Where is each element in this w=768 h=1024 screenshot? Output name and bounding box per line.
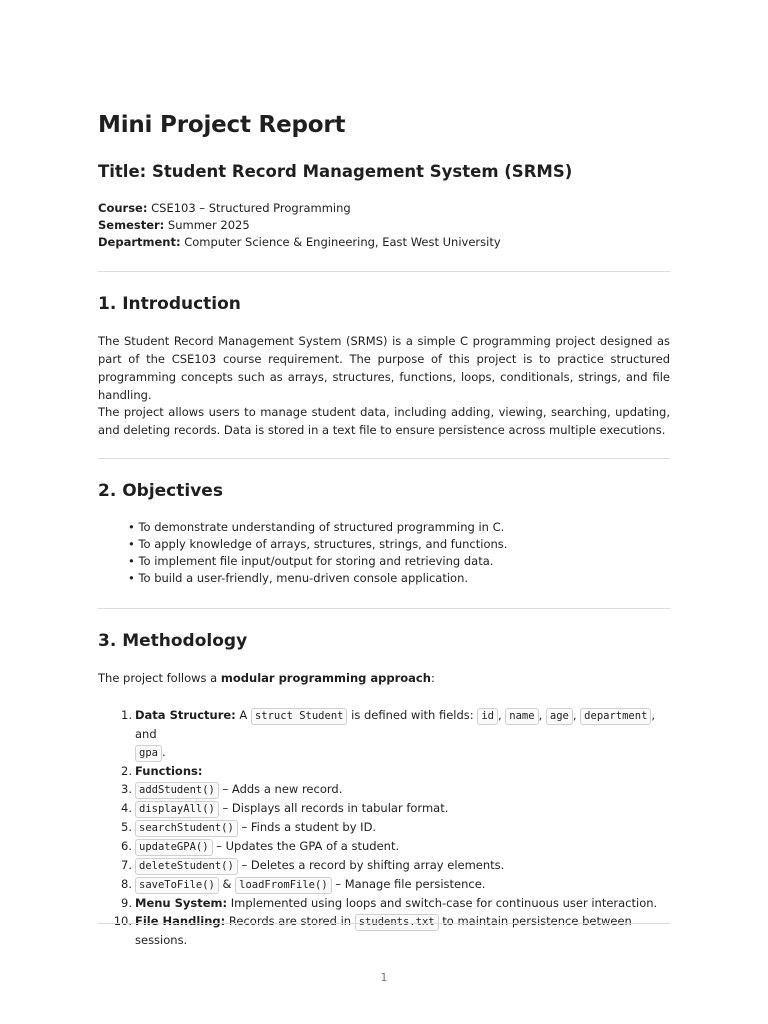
list-item: [98, 912, 670, 949]
methodology-list: [98, 706, 670, 949]
item-text: to maintain persistence between sessions.: [135, 914, 632, 947]
code-span: deleteStudent(): [135, 858, 238, 875]
course-line: [98, 200, 501, 217]
item-number: 3.: [121, 782, 132, 796]
item-bold-label: Functions:: [135, 764, 203, 778]
report-title: Mini Project Report: [98, 112, 346, 138]
semester-value: Summer 2025: [164, 218, 250, 232]
list-item: [98, 875, 670, 894]
item-number: 5.: [121, 820, 132, 834]
code-span: age: [546, 708, 573, 725]
divider: [98, 458, 670, 459]
item-number: 2.: [121, 764, 132, 778]
code-span: gpa: [135, 745, 162, 762]
item-text: Implemented using loops and switch-case for continuous user interaction.: [227, 896, 658, 910]
course-meta: [98, 200, 501, 251]
department-line: [98, 234, 501, 251]
department-value: Computer Science & Engineering, East West University: [180, 235, 501, 249]
methodology-intro-text: The project follows a: [98, 671, 221, 685]
item-number: 7.: [121, 858, 132, 872]
objective-item: • To apply knowledge of arrays, structures, strings, and functions.: [128, 537, 508, 551]
item-number: 8.: [121, 877, 132, 891]
project-title: Title: Student Record Management System (SRMS): [98, 162, 573, 181]
item-number: 9.: [121, 896, 132, 910]
item-bold-label: Menu System:: [135, 896, 228, 910]
page-number: 1: [380, 971, 388, 984]
code-span: loadFromFile(): [235, 877, 332, 894]
code-span: struct Student: [251, 708, 348, 725]
methodology-heading: 3. Methodology: [98, 631, 248, 651]
code-span: department: [580, 708, 651, 725]
list-item: [98, 856, 670, 875]
item-text: .: [161, 745, 166, 759]
code-span: saveToFile(): [135, 877, 219, 894]
item-number: 10.: [113, 914, 132, 928]
item-text: – Manage file persistence.: [331, 877, 486, 891]
item-number: 1.: [121, 708, 132, 722]
semester-line: [98, 217, 501, 234]
introduction-paragraph-2: The project allows users to manage student data, including adding, viewing, searching, updating, and deleting records. Data is stored in a text file to ensure persistence across multiple executions.: [98, 405, 670, 437]
code-span: name: [505, 708, 538, 725]
item-text: – Updates the GPA of a student.: [212, 839, 400, 853]
list-item: [98, 780, 670, 799]
divider: [98, 608, 670, 609]
department-label: Department:: [98, 235, 181, 249]
course-label: Course:: [98, 201, 148, 215]
list-item: [98, 799, 670, 818]
objective-item: • To demonstrate understanding of structured programming in C.: [128, 520, 505, 534]
introduction-paragraph-1: The Student Record Management System (SRMS) is a simple C programming project designed as part of the CSE103 course requirement. The purpose of this project is to practice structured programming concepts such as arrays, structures, functions, loops, conditionals, strings, and file handling.: [98, 334, 670, 402]
list-item: [98, 894, 670, 912]
item-text: – Adds a new record.: [218, 782, 343, 796]
list-item: 1. Data Structure: A struct Student is defined with fields: id , name , age , department , and gpa .: [98, 706, 670, 762]
list-item: [98, 762, 670, 780]
item-text: is defined with fields:: [347, 708, 478, 722]
item-text: Records are stored in: [225, 914, 355, 928]
code-span: id: [477, 708, 498, 725]
item-bold-label: File Handling:: [135, 914, 226, 928]
divider: [98, 923, 670, 924]
code-span: addStudent(): [135, 782, 219, 799]
item-number: 4.: [121, 801, 132, 815]
item-number: 6.: [121, 839, 132, 853]
divider: [98, 271, 670, 272]
introduction-heading: 1. Introduction: [98, 294, 241, 314]
item-text: &: [218, 877, 236, 891]
item-text: A: [235, 708, 251, 722]
semester-label: Semester:: [98, 218, 165, 232]
list-item: [98, 837, 670, 856]
objective-item: • To implement file input/output for storing and retrieving data.: [128, 554, 494, 568]
item-text: – Displays all records in tabular format.: [218, 801, 449, 815]
list-item: [98, 818, 670, 837]
methodology-intro-bold: modular programming approach: [220, 671, 431, 685]
objectives-list: [128, 519, 507, 587]
methodology-intro: [98, 669, 670, 687]
methodology-intro-colon: :: [430, 671, 435, 685]
item-bold-label: Data Structure:: [135, 708, 236, 722]
objectives-heading: 2. Objectives: [98, 481, 223, 501]
course-value: CSE103 – Structured Programming: [147, 201, 351, 215]
objective-item: • To build a user-friendly, menu-driven console application.: [128, 571, 469, 585]
code-span: updateGPA(): [135, 839, 213, 856]
item-text: – Deletes a record by shifting array elements.: [237, 858, 505, 872]
code-span: displayAll(): [135, 801, 219, 818]
item-text: – Finds a student by ID.: [237, 820, 377, 834]
item-text: , and: [135, 708, 656, 741]
code-span: students.txt: [355, 914, 439, 931]
code-span: searchStudent(): [135, 820, 238, 837]
